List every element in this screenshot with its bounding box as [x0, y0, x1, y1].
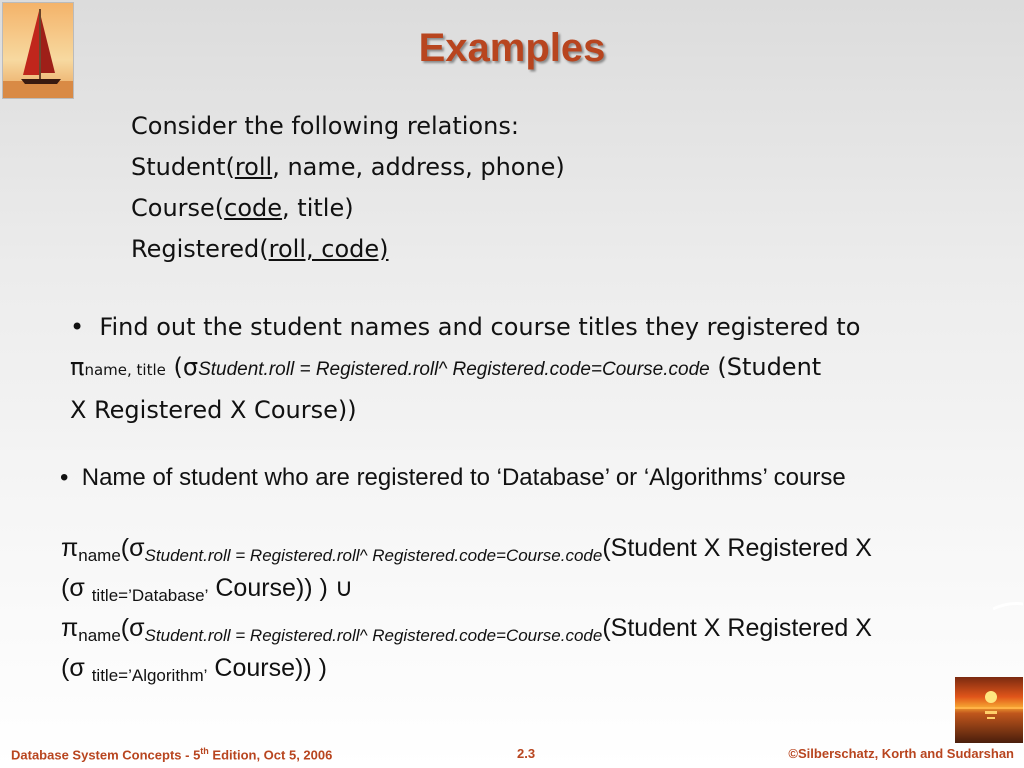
course-key: code [224, 194, 283, 222]
registered-key: roll, code) [268, 235, 389, 263]
footer-page-number: 2.3 [517, 746, 536, 761]
expr-line-4: (σ $_{title=’Algorithm’}$ Course)) ) [61, 654, 327, 685]
relation-course: Course(code, title) [131, 194, 354, 222]
query1-block [70, 307, 990, 430]
sunset-image [955, 677, 1023, 743]
footer-copyright: ©Silberschatz, Korth and Sudarshan [788, 746, 1014, 761]
query2-question: • Name of student who are registered to ‘Database’ or ‘Algorithms’ course [60, 464, 846, 491]
query2-expression [61, 532, 991, 692]
relation-registered: Registered(roll, code) [131, 235, 389, 263]
footer [0, 742, 1024, 768]
relations-block [131, 106, 565, 270]
query1-expression: πname, title (σStudent.roll = Registered.roll^ Registered.code=Course.code (Student [70, 353, 822, 381]
relations-intro: Consider the following relations: [131, 112, 519, 140]
slide-title: Examples [418, 26, 606, 70]
query1-question: • Find out the student names and course titles they registered to [70, 313, 861, 341]
decorative-swoosh [993, 602, 1023, 610]
expr-line-3: $\pi_{name}(\sigma_{Student.roll = Registered.roll\^{} Registered.code=Course.code}(Student$ X Registered X [61, 614, 872, 645]
student-key: roll [234, 153, 273, 181]
expr-line-1: $\pi_{name}(\sigma_{Student.roll = Registered.roll\^{} Registered.code=Course.code}(Student$ X Registered X [61, 534, 872, 565]
footer-book-title: Database System Concepts - 5th Edition, Oct 5, 2006 [11, 746, 333, 763]
expr-line-2: (σ $_{title=’Database’}$ Course)) ) ∪ [61, 574, 354, 605]
query1-expression-cont: X Registered X Course)) [70, 396, 357, 424]
relation-student: Student(roll, name, address, phone) [131, 153, 565, 181]
